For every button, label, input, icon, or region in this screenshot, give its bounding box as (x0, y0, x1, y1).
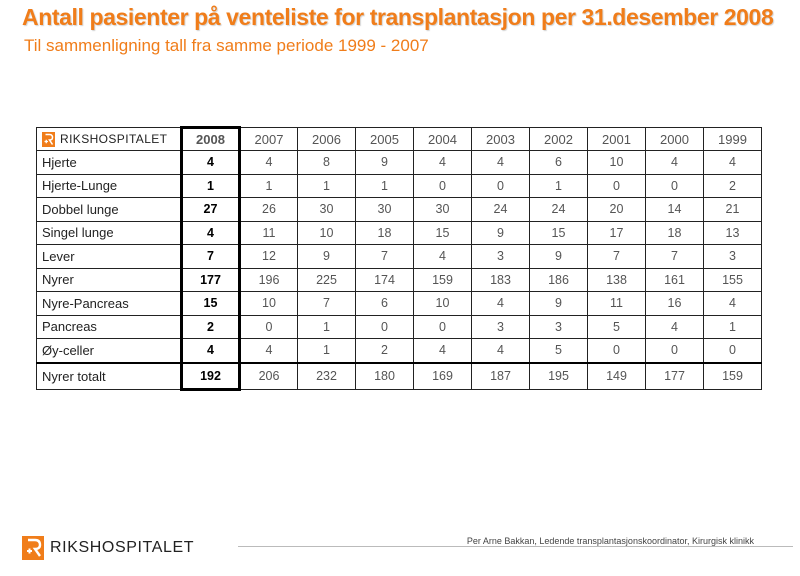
table-cell: 7 (182, 245, 240, 269)
table-cell: 8 (298, 151, 356, 175)
table-cell: 9 (356, 151, 414, 175)
table-cell: 6 (356, 292, 414, 316)
table-cell: 4 (646, 315, 704, 339)
table-cell: 21 (704, 198, 762, 222)
table-cell: 4 (472, 151, 530, 175)
table-cell: 187 (472, 363, 530, 390)
table-cell: 4 (414, 245, 472, 269)
table-cell: 3 (704, 245, 762, 269)
rikshospitalet-logo-icon (42, 132, 55, 147)
table-cell: 180 (356, 363, 414, 390)
table-cell: 18 (356, 221, 414, 245)
table-logo-text: RIKSHOSPITALET (60, 132, 168, 146)
page-title: Antall pasienter på venteliste for transplantasjon per 31.desember 2008 (22, 4, 774, 30)
table-cell: 169 (414, 363, 472, 390)
table-cell: 16 (646, 292, 704, 316)
table-cell: 138 (588, 268, 646, 292)
row-label: Dobbel lunge (37, 198, 182, 222)
table-cell: 4 (704, 292, 762, 316)
table-cell: 0 (414, 174, 472, 198)
table-cell: 10 (414, 292, 472, 316)
table-cell: 0 (240, 315, 298, 339)
table-logo (42, 132, 176, 147)
table-cell: 20 (588, 198, 646, 222)
table-cell: 14 (646, 198, 704, 222)
table-cell: 9 (298, 245, 356, 269)
table-cell: 177 (182, 268, 240, 292)
table-row (37, 292, 762, 316)
table-cell: 9 (530, 245, 588, 269)
table-cell: 1 (704, 315, 762, 339)
table-cell: 7 (298, 292, 356, 316)
table-row (37, 221, 762, 245)
table-cell: 2 (704, 174, 762, 198)
table-row (37, 245, 762, 269)
table-cell: 4 (704, 151, 762, 175)
table-cell: 4 (240, 339, 298, 363)
table-header-row (37, 128, 762, 151)
rikshospitalet-logo-icon (22, 536, 44, 560)
table-cell: 9 (472, 221, 530, 245)
table-cell: 225 (298, 268, 356, 292)
table-cell: 5 (588, 315, 646, 339)
table-cell: 1 (530, 174, 588, 198)
table-cell: 15 (182, 292, 240, 316)
table-cell: 15 (530, 221, 588, 245)
table-row (37, 198, 762, 222)
table-cell: 10 (298, 221, 356, 245)
table-cell: 149 (588, 363, 646, 390)
table-row (37, 315, 762, 339)
table-cell: 30 (298, 198, 356, 222)
table-cell: 0 (646, 174, 704, 198)
table-cell: 2 (356, 339, 414, 363)
footer-logo-text: RIKSHOSPITALET (50, 539, 195, 556)
table-cell: 11 (240, 221, 298, 245)
row-label: Singel lunge (37, 221, 182, 245)
table-cell: 7 (356, 245, 414, 269)
table-cell: 15 (414, 221, 472, 245)
column-header-year: 1999 (704, 128, 762, 151)
column-header-year: 2005 (356, 128, 414, 151)
table-cell: 9 (530, 292, 588, 316)
table-cell: 159 (414, 268, 472, 292)
table-cell: 174 (356, 268, 414, 292)
table-cell: 3 (472, 245, 530, 269)
table-cell: 0 (588, 339, 646, 363)
table-row (37, 339, 762, 363)
table-total-row (37, 363, 762, 390)
table-cell: 12 (240, 245, 298, 269)
column-header-year: 2002 (530, 128, 588, 151)
table-cell: 3 (472, 315, 530, 339)
table-cell: 4 (240, 151, 298, 175)
table-cell: 155 (704, 268, 762, 292)
footer-logo (22, 536, 194, 560)
column-header-year: 2003 (472, 128, 530, 151)
row-label: Lever (37, 245, 182, 269)
table-cell: 183 (472, 268, 530, 292)
column-header-year: 2008 (182, 128, 240, 151)
table-cell: 10 (240, 292, 298, 316)
column-header-year: 2004 (414, 128, 472, 151)
table-cell: 186 (530, 268, 588, 292)
table-cell: 196 (240, 268, 298, 292)
table-cell: 30 (356, 198, 414, 222)
table-cell: 0 (414, 315, 472, 339)
table-cell: 3 (530, 315, 588, 339)
table-cell: 0 (704, 339, 762, 363)
table-cell: 1 (240, 174, 298, 198)
table-cell: 6 (530, 151, 588, 175)
table-cell: 159 (704, 363, 762, 390)
table-cell: 4 (472, 292, 530, 316)
table-cell: 206 (240, 363, 298, 390)
table-cell: 30 (414, 198, 472, 222)
table-cell: 0 (356, 315, 414, 339)
table-cell: 0 (646, 339, 704, 363)
table-cell: 4 (414, 151, 472, 175)
table-cell: 27 (182, 198, 240, 222)
table-cell: 2 (182, 315, 240, 339)
table-cell: 17 (588, 221, 646, 245)
table-cell: 4 (182, 151, 240, 175)
table-row (37, 151, 762, 175)
table-cell: 1 (356, 174, 414, 198)
table-cell: 24 (530, 198, 588, 222)
table-cell: 7 (646, 245, 704, 269)
row-label: Hjerte-Lunge (37, 174, 182, 198)
column-header-year: 2007 (240, 128, 298, 151)
table-logo-cell (37, 128, 182, 151)
table-cell: 7 (588, 245, 646, 269)
table-cell: 4 (472, 339, 530, 363)
table-row (37, 268, 762, 292)
table-cell: 13 (704, 221, 762, 245)
table-cell: 161 (646, 268, 704, 292)
table-cell: 18 (646, 221, 704, 245)
table-cell: 0 (472, 174, 530, 198)
table-cell: 4 (414, 339, 472, 363)
row-label: Øy-celler (37, 339, 182, 363)
table-cell: 195 (530, 363, 588, 390)
footer-divider (238, 546, 793, 547)
table-cell: 11 (588, 292, 646, 316)
row-label: Pancreas (37, 315, 182, 339)
table-cell: 0 (588, 174, 646, 198)
column-header-year: 2001 (588, 128, 646, 151)
page-subtitle: Til sammenligning tall fra samme periode 1999 - 2007 (24, 36, 429, 55)
table-row (37, 174, 762, 198)
table-cell: 177 (646, 363, 704, 390)
waiting-list-table (36, 126, 762, 391)
table-cell: 26 (240, 198, 298, 222)
row-label: Nyre-Pancreas (37, 292, 182, 316)
row-label: Nyrer (37, 268, 182, 292)
table-cell: 5 (530, 339, 588, 363)
footer-credit: Per Arne Bakkan, Ledende transplantasjonskoordinator, Kirurgisk klinikk (466, 536, 754, 546)
table-cell: 192 (182, 363, 240, 390)
table-cell: 1 (298, 174, 356, 198)
table-cell: 10 (588, 151, 646, 175)
table-cell: 24 (472, 198, 530, 222)
table-cell: 1 (298, 339, 356, 363)
table-cell: 4 (646, 151, 704, 175)
row-label: Nyrer totalt (37, 363, 182, 390)
table-cell: 232 (298, 363, 356, 390)
table-cell: 1 (182, 174, 240, 198)
table-cell: 4 (182, 221, 240, 245)
row-label: Hjerte (37, 151, 182, 175)
table-cell: 1 (298, 315, 356, 339)
table-cell: 4 (182, 339, 240, 363)
column-header-year: 2006 (298, 128, 356, 151)
column-header-year: 2000 (646, 128, 704, 151)
